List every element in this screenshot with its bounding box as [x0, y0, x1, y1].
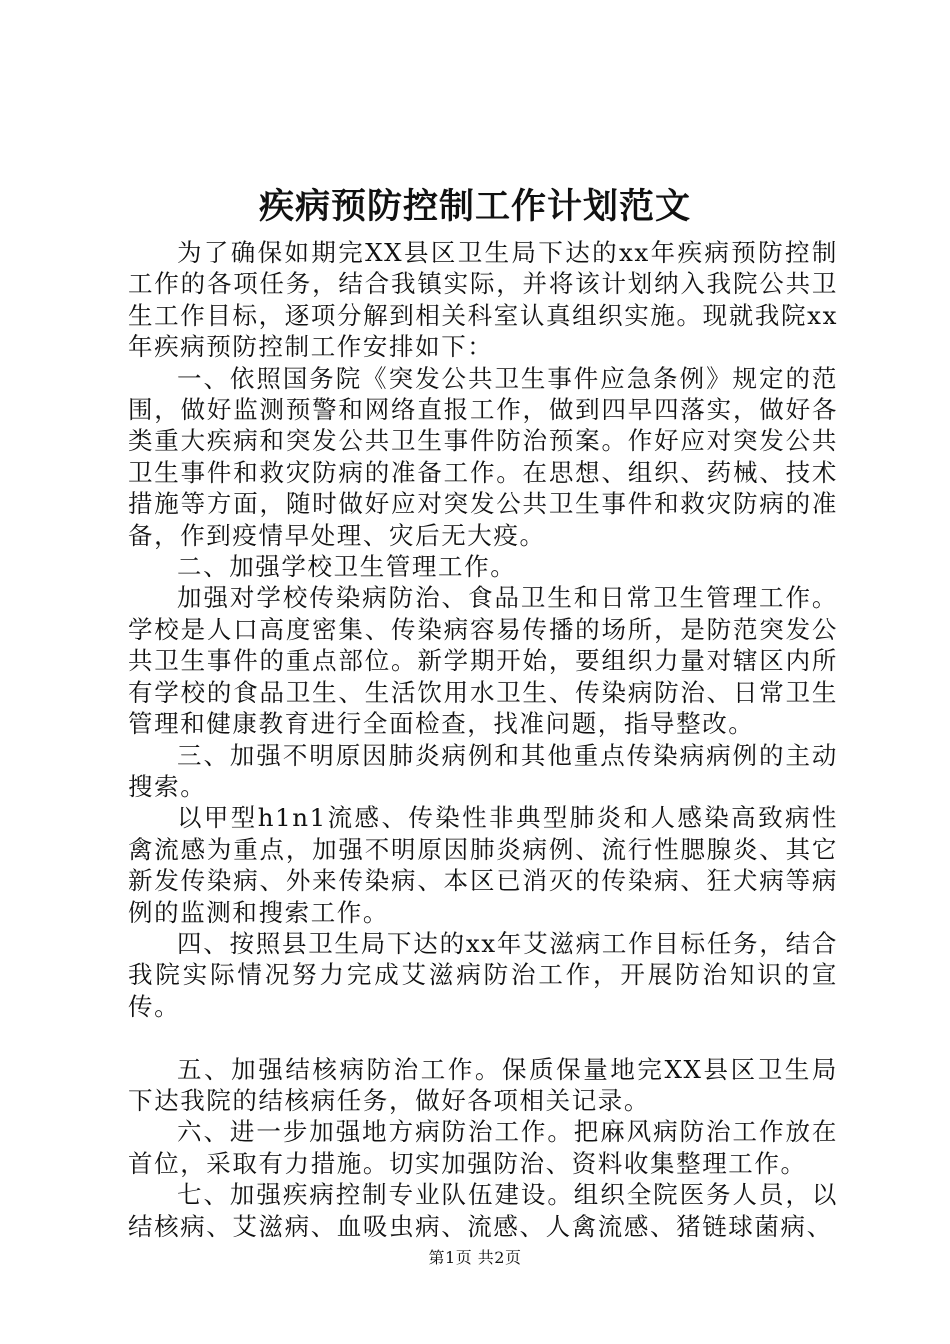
document-body	[128, 237, 838, 1242]
paragraph-item-5: 五、加强结核病防治工作。保质保量地完XX县区卫生局下达我院的结核病任务，做好各项相关记录。	[128, 1054, 838, 1115]
paragraph-item-3-heading: 三、加强不明原因肺炎病例和其他重点传染病病例的主动搜索。	[128, 740, 838, 801]
document-title: 疾病预防控制工作计划范文	[258, 186, 691, 227]
paragraph-item-4: 四、按照县卫生局下达的xx年艾滋病工作目标任务，结合我院实际情况努力完成艾滋病防治工作，开展防治知识的宣传。	[128, 928, 838, 1021]
paragraph-item-2-heading: 二、加强学校卫生管理工作。	[177, 552, 517, 582]
paragraph-item-2-body: 加强对学校传染病防治、食品卫生和日常卫生管理工作。学校是人口高度密集、传染病容易传播的场所，是防范突发公共卫生事件的重点部位。新学期开始，要组织力量对辖区内所有学校的食品卫生、生活饮用水卫生、传染病防治、日常卫生管理和健康教育进行全面检查，找准问题，指导整改。	[128, 583, 838, 739]
paragraph-intro: 为了确保如期完XX县区卫生局下达的xx年疾病预防控制工作的各项任务，结合我镇实际，并将该计划纳入我院公共卫生工作目标，逐项分解到相关科室认真组织实施。现就我院xx年疾病预防控制工作安排如下：	[128, 238, 838, 362]
page-number-footer: 第1页 共2页	[428, 1248, 522, 1267]
paragraph-item-3-body: 以甲型h1n1流感、传染性非典型肺炎和人感染高致病性禽流感为重点，加强不明原因肺炎病例、流行性腮腺炎、其它新发传染病、外来传染病、本区已消灭的传染病、狂犬病等病例的监测和搜索工作。	[128, 803, 838, 927]
paragraph-item-7: 七、加强疾病控制专业队伍建设。组织全院医务人员，以结核病、艾滋病、血吸虫病、流感、人禽流感、猪链球菌病、	[128, 1180, 838, 1241]
paragraph-item-6: 六、进一步加强地方病防治工作。把麻风病防治工作放在首位，采取有力措施。切实加强防治、资料收集整理工作。	[128, 1117, 838, 1178]
paragraph-item-1: 一、依照国务院《突发公共卫生事件应急条例》规定的范围，做好监测预警和网络直报工作，做到四早四落实，做好各类重大疾病和突发公共卫生事件防治预案。作好应对突发公共卫生事件和救灾防病的准备工作。在思想、组织、药械、技术措施等方面，随时做好应对突发公共卫生事件和救灾防病的准备，作到疫情早处理、灾后无大疫。	[128, 363, 838, 550]
